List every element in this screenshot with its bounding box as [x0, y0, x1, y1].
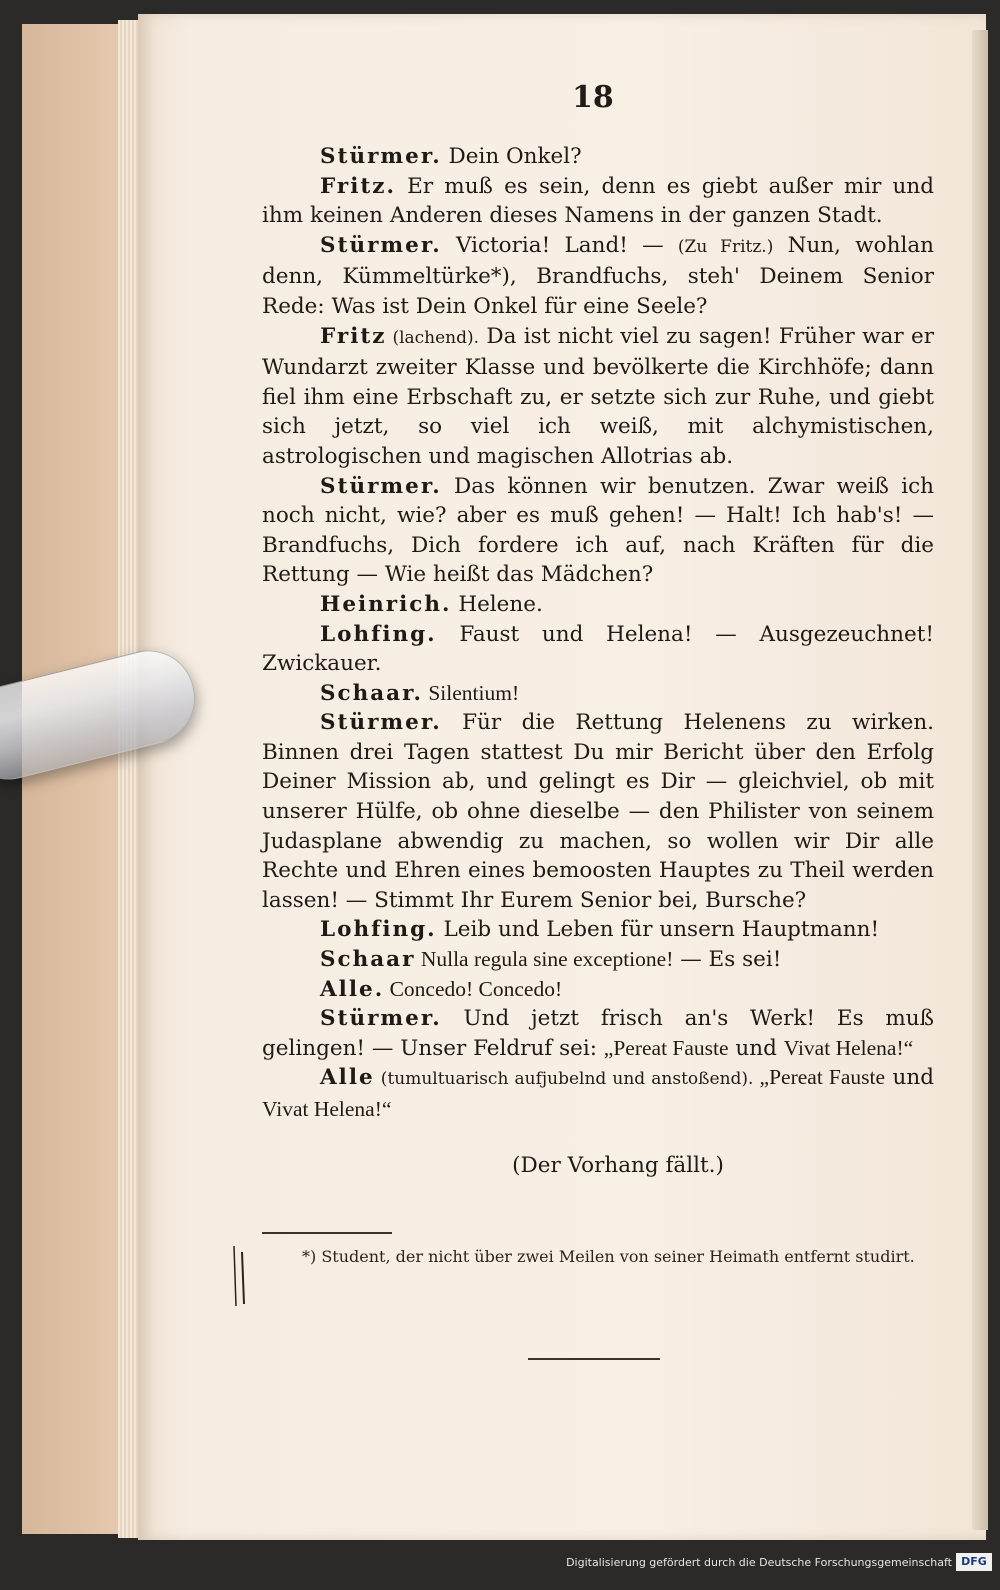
line-text: Und jetzt frisch an's Werk! Es muß gelingen! — Unser Feldruf sei: [262, 1006, 934, 1061]
dialogue-line [262, 1063, 934, 1124]
dialogue-line [262, 590, 934, 620]
speaker-name: Alle [320, 1065, 375, 1091]
latin-text: Silentium! [422, 680, 520, 705]
line-text: und [885, 1065, 934, 1091]
line-text: Nun, wohlan denn, Kümmeltürke*), Brandfuchs, steh' Deinem Senior Rede: Was ist Dein Onkel für eine Seele? [262, 232, 934, 319]
speaker-name: Stürmer. [320, 473, 442, 499]
dialogue-line [262, 945, 934, 975]
dialogue-line [262, 975, 934, 1005]
digitization-caption: Digitalisierung gefördert durch die Deutsche Forschungsgemeinschaft [566, 1556, 952, 1569]
line-text: Helene. [451, 591, 543, 617]
page-number: 18 [572, 80, 614, 115]
footnote-rule [262, 1232, 392, 1234]
dialogue-line [262, 472, 934, 590]
dfg-logo: DFG [956, 1553, 992, 1571]
stage-direction: (Der Vorhang fällt.) [512, 1152, 724, 1178]
line-text: und [728, 1035, 784, 1061]
line-text: — Es sei! [673, 947, 782, 973]
dialogue-line [262, 322, 934, 472]
latin-text: Nulla regula sine exceptione! [415, 947, 674, 972]
speaker-name: Stürmer. [320, 1006, 442, 1032]
book-cover-edge [22, 24, 133, 1534]
line-text: Victoria! Land! — [441, 232, 678, 258]
dialogue-line [262, 620, 934, 679]
line-text: Leib und Leben für unsern Hauptmann! [436, 917, 880, 943]
speaker-name: Fritz [320, 323, 387, 349]
speaker-name: Fritz. [320, 173, 397, 199]
latin-text: „Pereat Fauste [603, 1035, 729, 1060]
line-text: Faust und Helena! — Ausgezeuchnet! Zwickauer. [262, 621, 934, 677]
line-text: Dein Onkel? [441, 144, 582, 169]
dialogue-line [262, 679, 934, 709]
latin-text: „Pereat Fauste [753, 1065, 885, 1090]
speaker-name: Stürmer. [320, 710, 442, 736]
speaker-name: Lohfing. [320, 621, 437, 647]
dialogue-text [262, 142, 934, 1180]
dialogue-line [262, 142, 934, 172]
latin-text: Concedo! Concedo! [384, 976, 563, 1001]
speaker-name: Stürmer. [320, 232, 442, 258]
stage-aside: (tumultuarisch aufjubelnd und anstoßend). [374, 1069, 754, 1090]
page-right-edge [972, 30, 988, 1530]
footnote: *) Student, der nicht über zwei Meilen von seiner Heimath entfernt studirt. [302, 1247, 915, 1266]
speaker-name: Heinrich. [320, 591, 452, 617]
stage-aside: (Zu Fritz.) [677, 236, 774, 257]
speaker-name: Schaar. [320, 680, 423, 706]
latin-text: Vivat Helena!“ [783, 1035, 914, 1060]
line-text: Er muß es sein, denn es giebt außer mir und ihm keinen Anderen dieses Namens in der ganzen Stadt. [262, 173, 934, 229]
dialogue-line [262, 708, 934, 915]
line-text: Das können wir benutzen. Zwar weiß ich noch nicht, wie? aber es muß gehen! — Halt! Ich hab's! — Brandfuchs, Dich fordere ich auf, nach Kräften für die Rettung — Wie heißt das Mädchen? [262, 473, 934, 588]
dialogue-line [262, 231, 934, 322]
line-text: Da ist nicht viel zu sagen! Früher war er Wundarzt zweiter Klasse und bevölkerte die Kirchhöfe; dann fiel ihm eine Erbschaft zu, er setzte sich zur Ruhe, und giebt sich jetzt, so viel ich weiß, mit alchymistischen, astrologischen und magischen Allotrias ab. [262, 323, 934, 469]
latin-text: Vivat Helena!“ [262, 1097, 392, 1121]
dialogue-line [262, 172, 934, 231]
page-stack-edge [118, 20, 140, 1538]
dialogue-line [262, 915, 934, 945]
section-end-rule [528, 1358, 660, 1360]
line-text: Für die Rettung Helenens zu wirken. Binnen drei Tagen stattest Du mir Bericht über den Erfolg Deiner Mission ab, und gelingt es Dir — gleichviel, ob mit unserer Hülfe, ob ohne dieselbe — den Philister von seinem Judasplane abwendig zu machen, so wollen wir Dir alle Rechte und Ehren eines bemoosten Hauptes zu Theil werden lassen! — Stimmt Ihr Eurem Senior bei, Bursche? [262, 710, 934, 913]
stage-aside: (lachend). [386, 327, 480, 348]
speaker-name: Alle. [320, 976, 385, 1002]
speaker-name: Stürmer. [320, 144, 442, 169]
speaker-name: Schaar [320, 947, 416, 973]
speaker-name: Lohfing. [320, 917, 437, 943]
margin-pencil-marks [230, 1244, 254, 1310]
dialogue-line [262, 1004, 934, 1063]
